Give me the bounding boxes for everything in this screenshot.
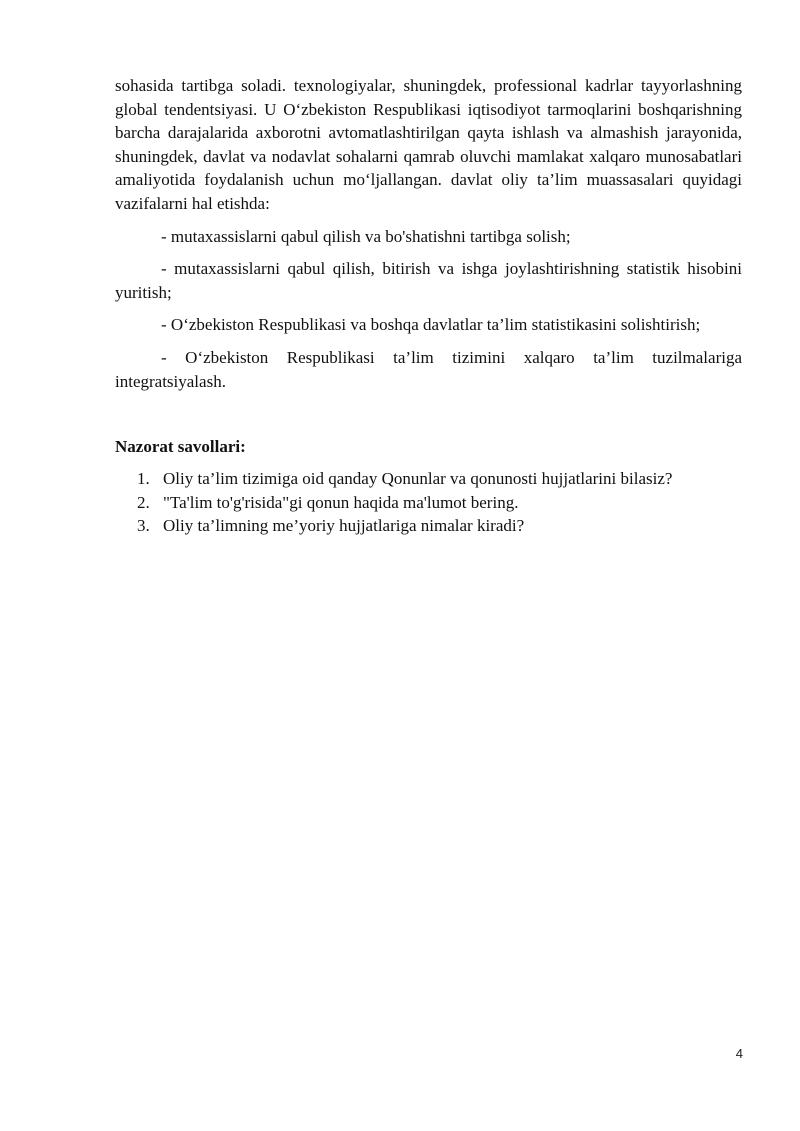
document-page <box>115 74 742 538</box>
task-item: - O‘zbekiston Respublikasi va boshqa davlatlar ta’lim statistikasini solishtirish; <box>161 315 701 335</box>
question-item <box>115 467 742 491</box>
question-text: Oliy ta’limning me’yoriy hujjatlariga nimalar kiradi? <box>163 516 525 536</box>
questions-heading: Nazorat savollari: <box>115 437 246 457</box>
questions-list <box>115 467 742 538</box>
task-item: - O‘zbekiston Respublikasi ta’lim tizimini xalqaro ta’lim tuzilmalariga integratsiyalash. <box>115 347 742 391</box>
question-number: 1. <box>137 469 150 489</box>
task-item: - mutaxassislarni qabul qilish, bitirish va ishga joylashtirishning statistik hisobini yuritish; <box>115 259 742 302</box>
page-number: 4 <box>735 1046 743 1061</box>
task-item: - mutaxassislarni qabul qilish va bo'shatishni tartibga solish; <box>161 226 571 246</box>
question-item <box>115 514 742 538</box>
question-item <box>115 491 742 515</box>
intro-paragraph: sohasida tartibga soladi. texnologiyalar, shuningdek, professional kadrlar tayyorlashning global tendentsiyasi. U O‘zbekiston Respublikasi iqtisodiyot tarmoqlarini boshqarishning barcha darajalarida axborotni avtomatlashtirilgan qayta ishlash va almashish jarayonida, shuningdek, davlat va nodavlat sohalarni qamrab oluvchi mamlakat xalqaro munosabatlari amaliyotida foydalanish uchun mo‘ljallangan. davlat oliy ta’lim muassasalari quyidagi vazifalarni hal etishda: <box>115 76 742 213</box>
question-number: 2. <box>137 492 150 512</box>
question-text: Oliy ta’lim tizimiga oid qanday Qonunlar va qonunosti hujjatlarini bilasiz? <box>163 469 673 489</box>
question-number: 3. <box>137 516 150 536</box>
question-text: "Ta'lim to'g'risida"gi qonun haqida ma'lumot bering. <box>163 492 519 512</box>
